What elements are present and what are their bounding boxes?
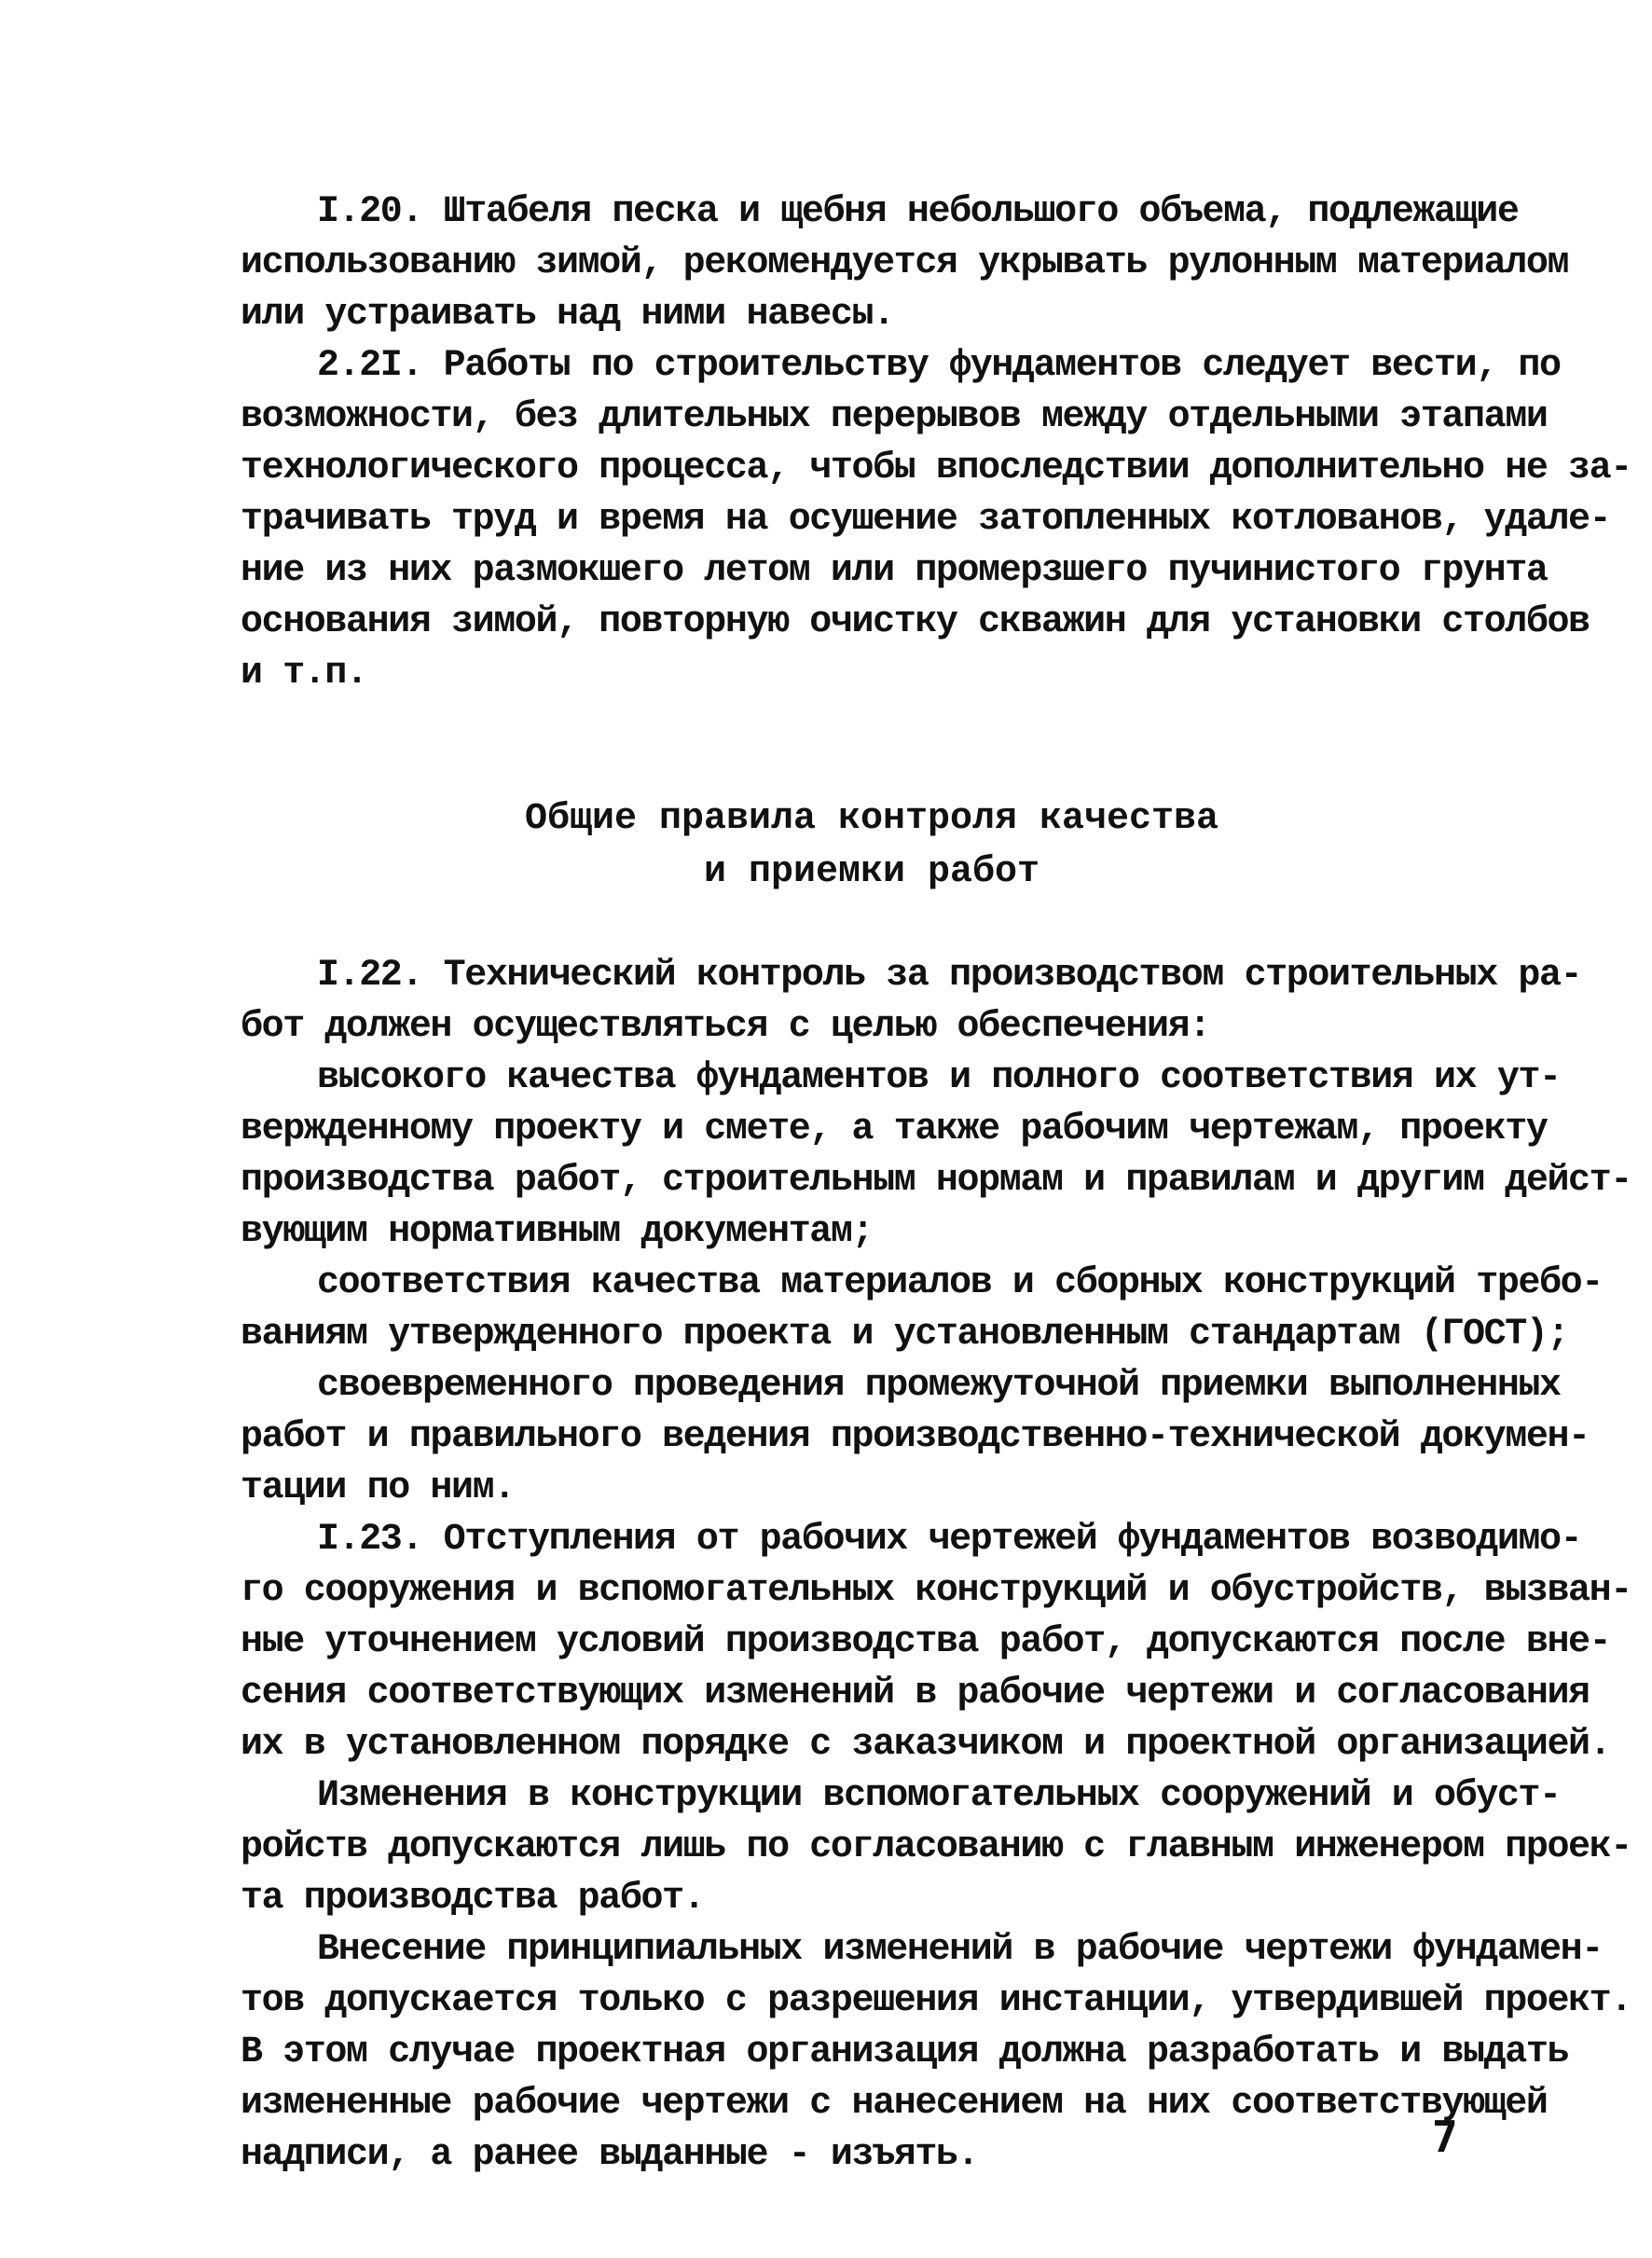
text-line: технологического процесса, чтобы впоследствии дополнительно не за- — [241, 447, 1631, 489]
text-line: и т.п. — [241, 653, 367, 695]
text-line: вующим нормативным документам; — [241, 1211, 874, 1253]
text-line: сения соответствующих изменений в рабочие чертежи и согласования — [241, 1673, 1590, 1714]
text-line: 2.2I. Работы по строительству фундаментов следует вести, по — [317, 345, 1561, 387]
page-number: 7 — [1432, 2112, 1458, 2162]
text-line: тов допускается только с разрешения инстанции, утвердившей проект. — [241, 1980, 1631, 2022]
text-line: та производства работ. — [241, 1878, 705, 1920]
text-line: бот должен осуществляться с целью обеспечения: — [241, 1006, 1210, 1048]
text-line: или устраивать над ними навесы. — [241, 294, 894, 336]
paragraph-2-21 — [241, 340, 1631, 699]
text-line: I.23. Отступления от рабочих чертежей фундаментов возводимо- — [317, 1519, 1582, 1561]
text-line: высокого качества фундаментов и полного соответствия их ут- — [317, 1057, 1561, 1099]
text-line: производства работ, строительным нормам и правилам и другим дейст- — [241, 1160, 1631, 1202]
text-line: трачивать труд и время на осушение затопленных котлованов, удале- — [241, 499, 1611, 541]
text-line: ваниям утвержденного проекта и установленным стандартам (ГОСТ); — [241, 1314, 1569, 1356]
text-line: работ и правильного ведения производственно-технической докумен- — [241, 1416, 1590, 1458]
text-line: I.20. Штабеля песка и щебня небольшого объема, подлежащие — [317, 191, 1519, 233]
section-heading-line-1: Общие правила контроля качества — [524, 798, 1219, 840]
text-line: ные уточнением условий производства работ, допускаются после вне- — [241, 1621, 1611, 1663]
text-line: ние из них размокшего летом или промерзшего пучинистого грунта — [241, 550, 1548, 592]
text-line: своевременного проведения промежуточной приемки выполненных — [317, 1365, 1561, 1407]
text-line: Внесение принципиальных изменений в рабочие чертежи фундамен- — [317, 1929, 1603, 1971]
section-heading-line-2: и приемки работ — [703, 851, 1040, 893]
paragraph-1-23 — [241, 1514, 1631, 2181]
text-line: тации по ним. — [241, 1467, 515, 1509]
text-line: вержденному проекту и смете, а также рабочим чертежам, проекту — [241, 1108, 1548, 1150]
text-line: соответствия качества материалов и сборных конструкций требо- — [317, 1262, 1603, 1304]
text-line: I.22. Технический контроль за производством строительных ра- — [317, 955, 1582, 997]
text-line: Изменения в конструкции вспомогательных сооружений и обуст- — [317, 1775, 1561, 1817]
text-line: их в установленном порядке с заказчиком и проектной организацией. — [241, 1724, 1611, 1766]
text-line: измененные рабочие чертежи с нанесением на них соответствующей — [241, 2083, 1548, 2125]
text-line: В этом случае проектная организация должна разработать и выдать — [241, 2031, 1569, 2073]
paragraph-1-20 — [241, 186, 1569, 340]
spacer — [241, 699, 1466, 792]
text-line: ройств допускаются лишь по согласованию с главным инженером проек- — [241, 1826, 1631, 1868]
text-line: использованию зимой, рекомендуется укрывать рулонным материалом — [241, 242, 1569, 284]
text-line: надписи, а ранее выданные - изъять. — [241, 2134, 979, 2176]
text-line: возможности, без длительных перерывов между отдельными этапами — [241, 396, 1548, 438]
section-heading — [241, 792, 1466, 899]
spacer — [241, 899, 1466, 950]
text-line: го сооружения и вспомогательных конструкций и обустройств, вызван- — [241, 1570, 1631, 1612]
text-line: основания зимой, повторную очистку скважин для установки столбов — [241, 601, 1590, 643]
paragraph-1-22 — [241, 950, 1631, 1514]
